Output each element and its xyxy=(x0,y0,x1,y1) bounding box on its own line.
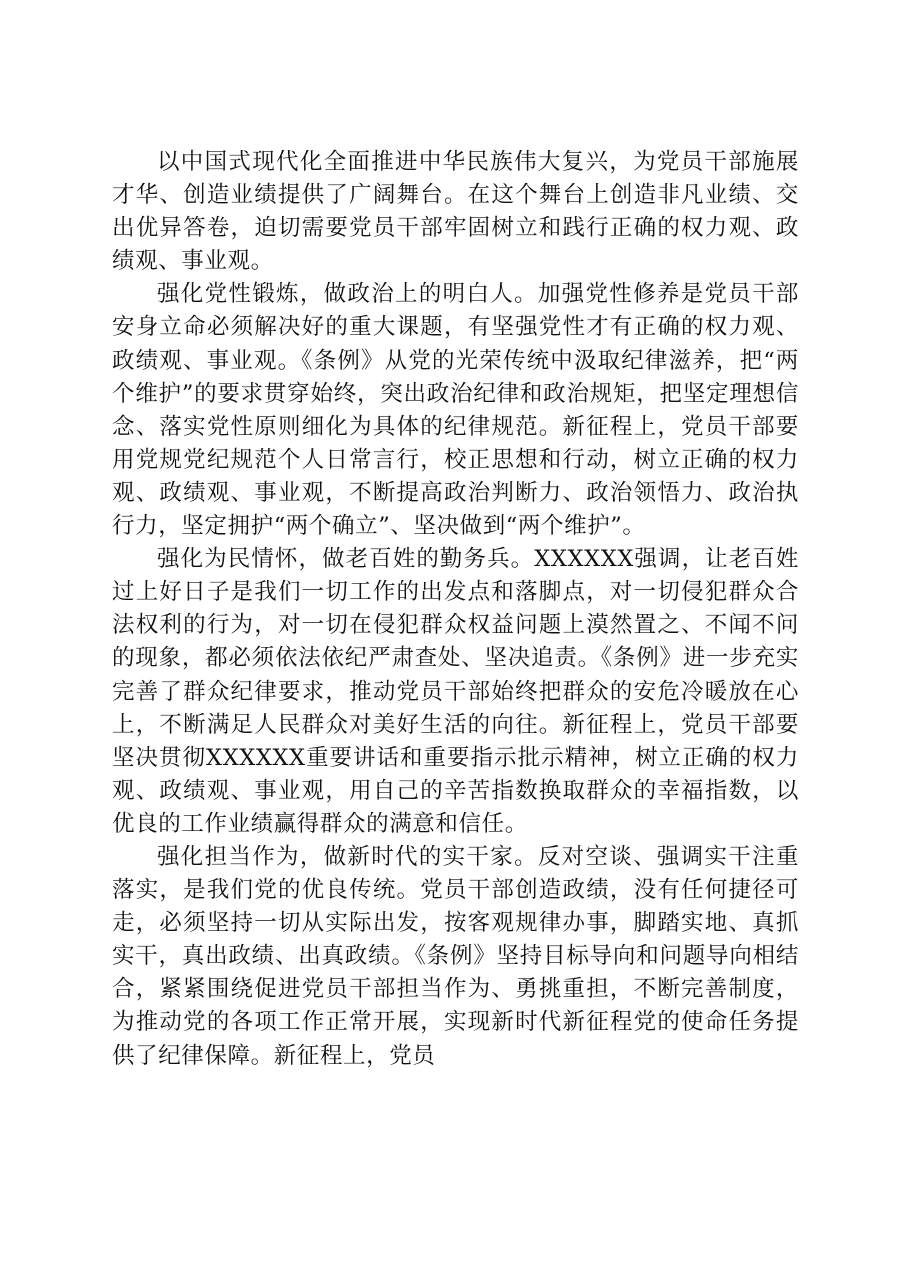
paragraph-people-sentiment: 强化为民情怀，做老百姓的勤务兵。XXXXXX强调，让老百姓过上好日子是我们一切工作的出发点和落脚点，对一切侵犯群众合法权利的行为，对一切在侵犯群众权益问题上漠然置之、不闻不问的现象，都必须依法依纪严肃查处、坚决追责。《条例》进一步充实完善了群众纪律要求，推动党员干部始终把群众的安危冷暖放在心上，不断满足人民群众对美好生活的向往。新征程上，党员干部要坚决贯彻XXXXXX重要讲话和重要指示批示精神，树立正确的权力观、政绩观、事业观，用自己的辛苦指数换取群众的幸福指数，以优良的工作业绩赢得群众的满意和信任。 xyxy=(112,546,799,837)
paragraph-intro: 以中国式现代化全面推进中华民族伟大复兴，为党员干部施展才华、创造业绩提供了广阔舞台。在这个舞台上创造非凡业绩、交出优异答卷，迫切需要党员干部牢固树立和践行正确的权力观、政绩观、事业观。 xyxy=(112,149,799,275)
document-body xyxy=(112,146,799,1073)
paragraph-party-spirit: 强化党性锻炼，做政治上的明白人。加强党性修养是党员干部安身立命必须解决好的重大课题，有坚强党性才有正确的权力观、政绩观、事业观。《条例》从党的光荣传统中汲取纪律滋养，把“两个维护”的要求贯穿始终，突出政治纪律和政治规矩，把坚定理想信念、落实党性原则细化为具体的纪律规范。新征程上，党员干部要用党规党纪规范个人日常言行，校正思想和行动，树立正确的权力观、政绩观、事业观，不断提高政治判断力、政治领悟力、政治执行力，坚定拥护“两个确立”、坚决做到“两个维护”。 xyxy=(112,281,799,540)
paragraph-responsibility: 强化担当作为，做新时代的实干家。反对空谈、强调实干注重落实，是我们党的优良传统。党员干部创造政绩，没有任何捷径可走，必须坚持一切从实际出发，按客观规律办事，脚踏实地、真抓实干，真出政绩、出真政绩。《条例》坚持目标导向和问题导向相结合，紧紧围绕促进党员干部担当作为、勇挑重担，不断完善制度，为推动党的各项工作正常开展，实现新时代新征程党的使命任务提供了纪律保障。新征程上，党员 xyxy=(112,843,799,1069)
